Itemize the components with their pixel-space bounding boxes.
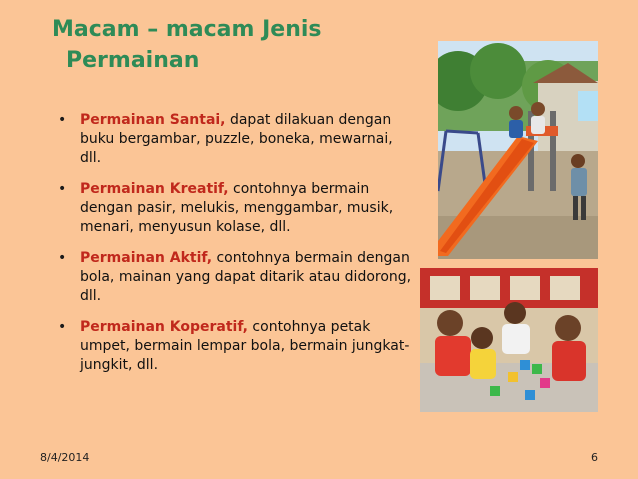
bullet-list <box>58 111 413 387</box>
bullet-item <box>58 249 413 306</box>
playground-slide-illustration <box>438 41 598 259</box>
bullet-item <box>58 318 413 375</box>
bullet-item <box>58 111 413 168</box>
slide-title-line2: Permainan <box>66 48 200 73</box>
bullet-dot-icon: • <box>58 250 67 266</box>
bullet-dot-icon: • <box>58 181 67 197</box>
bullet-text: contohnya bermain dengan pasir, melukis, menggambar, musik, menari, menyusun kolase, dll. <box>80 181 394 235</box>
bullet-text: contohnya petak umpet, bermain lempar bola, bermain jungkat-jungkit, dll. <box>80 319 410 373</box>
bullet-term: Permainan Kreatif, <box>80 181 229 197</box>
bullet-text: contohnya bermain dengan bola, mainan yang dapat ditarik atau didorong, dll. <box>80 250 412 304</box>
bullet-item <box>58 180 413 237</box>
children-playing-photo <box>420 268 598 412</box>
playground-slide-photo <box>438 41 598 259</box>
bullet-term: Permainan Koperatif, <box>80 319 248 335</box>
bullet-dot-icon: • <box>58 112 67 128</box>
slide-title <box>52 14 382 76</box>
bullet-term: Permainan Santai, <box>80 112 226 128</box>
bullet-term: Permainan Aktif, <box>80 250 213 266</box>
page-number: 6 <box>591 451 598 464</box>
children-playing-illustration <box>420 268 598 412</box>
bullet-dot-icon: • <box>58 319 67 335</box>
footer-date: 8/4/2014 <box>40 451 90 464</box>
slide-title-line1: Macam – macam Jenis <box>52 17 322 42</box>
bullet-text: dapat dilakuan dengan buku bergambar, puzzle, boneka, mewarnai, dll. <box>80 112 393 166</box>
